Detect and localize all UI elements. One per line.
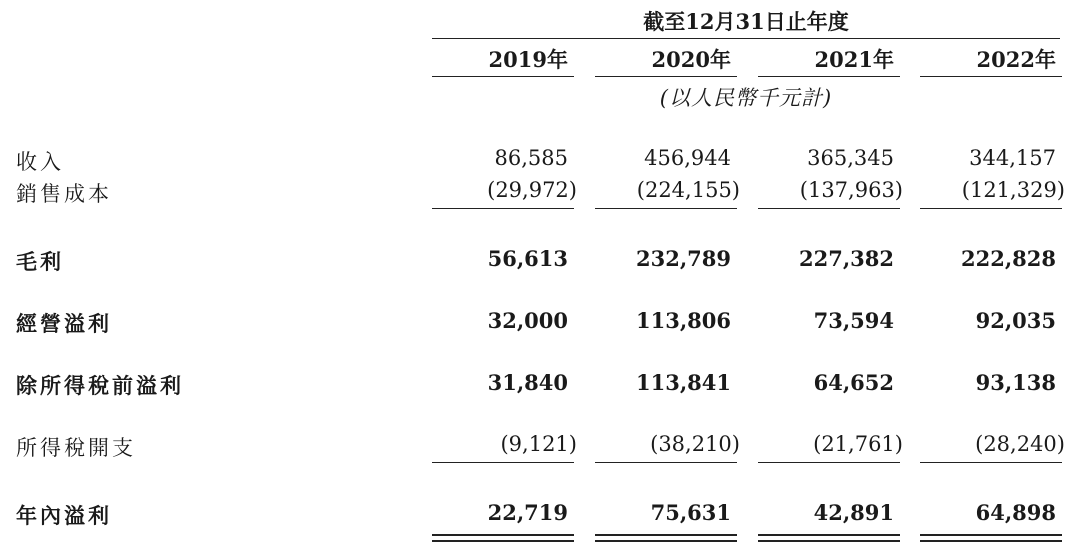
- row-label-profit-before-tax: 除所得稅前溢利: [16, 373, 184, 398]
- year-header-2020: 2020年: [651, 47, 731, 72]
- total-double-rule: [758, 534, 900, 542]
- unit-note: (以人民幣千元計): [659, 86, 833, 110]
- table-cell: 64,898: [975, 500, 1056, 525]
- table-cell: 22,719: [487, 500, 568, 525]
- period-title: 截至12月31日止年度: [643, 9, 849, 34]
- row-label-income-tax-expense: 所得稅開支: [16, 436, 136, 460]
- table-cell: 86,585: [494, 146, 568, 170]
- row-label-gross-profit: 毛利: [16, 249, 64, 274]
- row-label-cost-of-sales: 銷售成本: [16, 182, 112, 206]
- table-cell: 92,035: [975, 308, 1056, 333]
- table-cell: 31,840: [487, 370, 568, 395]
- total-double-rule: [920, 534, 1062, 542]
- table-cell: 344,157: [969, 146, 1056, 170]
- table-cell: (28,240): [975, 432, 1065, 456]
- subtotal-rule: [758, 462, 900, 463]
- table-cell: (29,972): [487, 178, 577, 202]
- table-cell: 56,613: [487, 246, 568, 271]
- year-header-2022: 2022年: [976, 47, 1056, 72]
- year-header-2019: 2019年: [488, 47, 568, 72]
- row-label-revenue: 收入: [16, 150, 64, 174]
- table-cell: 73,594: [813, 308, 894, 333]
- subtotal-rule: [595, 462, 737, 463]
- year-underline: [432, 76, 574, 77]
- table-cell: 113,806: [636, 308, 731, 333]
- header-top-rule: [432, 38, 1060, 39]
- table-cell: 232,789: [636, 246, 731, 271]
- subtotal-rule: [595, 208, 737, 209]
- year-underline: [920, 76, 1062, 77]
- table-cell: 75,631: [650, 500, 731, 525]
- table-cell: (224,155): [636, 178, 740, 202]
- table-cell: 222,828: [961, 246, 1056, 271]
- row-label-profit-for-year: 年內溢利: [16, 503, 112, 528]
- year-header-2021: 2021年: [814, 47, 894, 72]
- row-label-operating-profit: 經營溢利: [16, 311, 112, 336]
- table-cell: 365,345: [807, 146, 894, 170]
- table-cell: (21,761): [813, 432, 903, 456]
- table-cell: 113,841: [636, 370, 731, 395]
- year-underline: [758, 76, 900, 77]
- table-cell: 93,138: [975, 370, 1056, 395]
- subtotal-rule: [432, 208, 574, 209]
- table-cell: 42,891: [813, 500, 894, 525]
- subtotal-rule: [758, 208, 900, 209]
- table-cell: (38,210): [650, 432, 740, 456]
- total-double-rule: [432, 534, 574, 542]
- table-cell: (9,121): [500, 432, 577, 456]
- table-cell: 456,944: [644, 146, 731, 170]
- table-cell: (137,963): [799, 178, 903, 202]
- subtotal-rule: [920, 462, 1062, 463]
- year-underline: [595, 76, 737, 77]
- total-double-rule: [595, 534, 737, 542]
- table-cell: (121,329): [961, 178, 1065, 202]
- subtotal-rule: [920, 208, 1062, 209]
- subtotal-rule: [432, 462, 574, 463]
- table-cell: 227,382: [799, 246, 894, 271]
- table-cell: 32,000: [487, 308, 568, 333]
- table-cell: 64,652: [813, 370, 894, 395]
